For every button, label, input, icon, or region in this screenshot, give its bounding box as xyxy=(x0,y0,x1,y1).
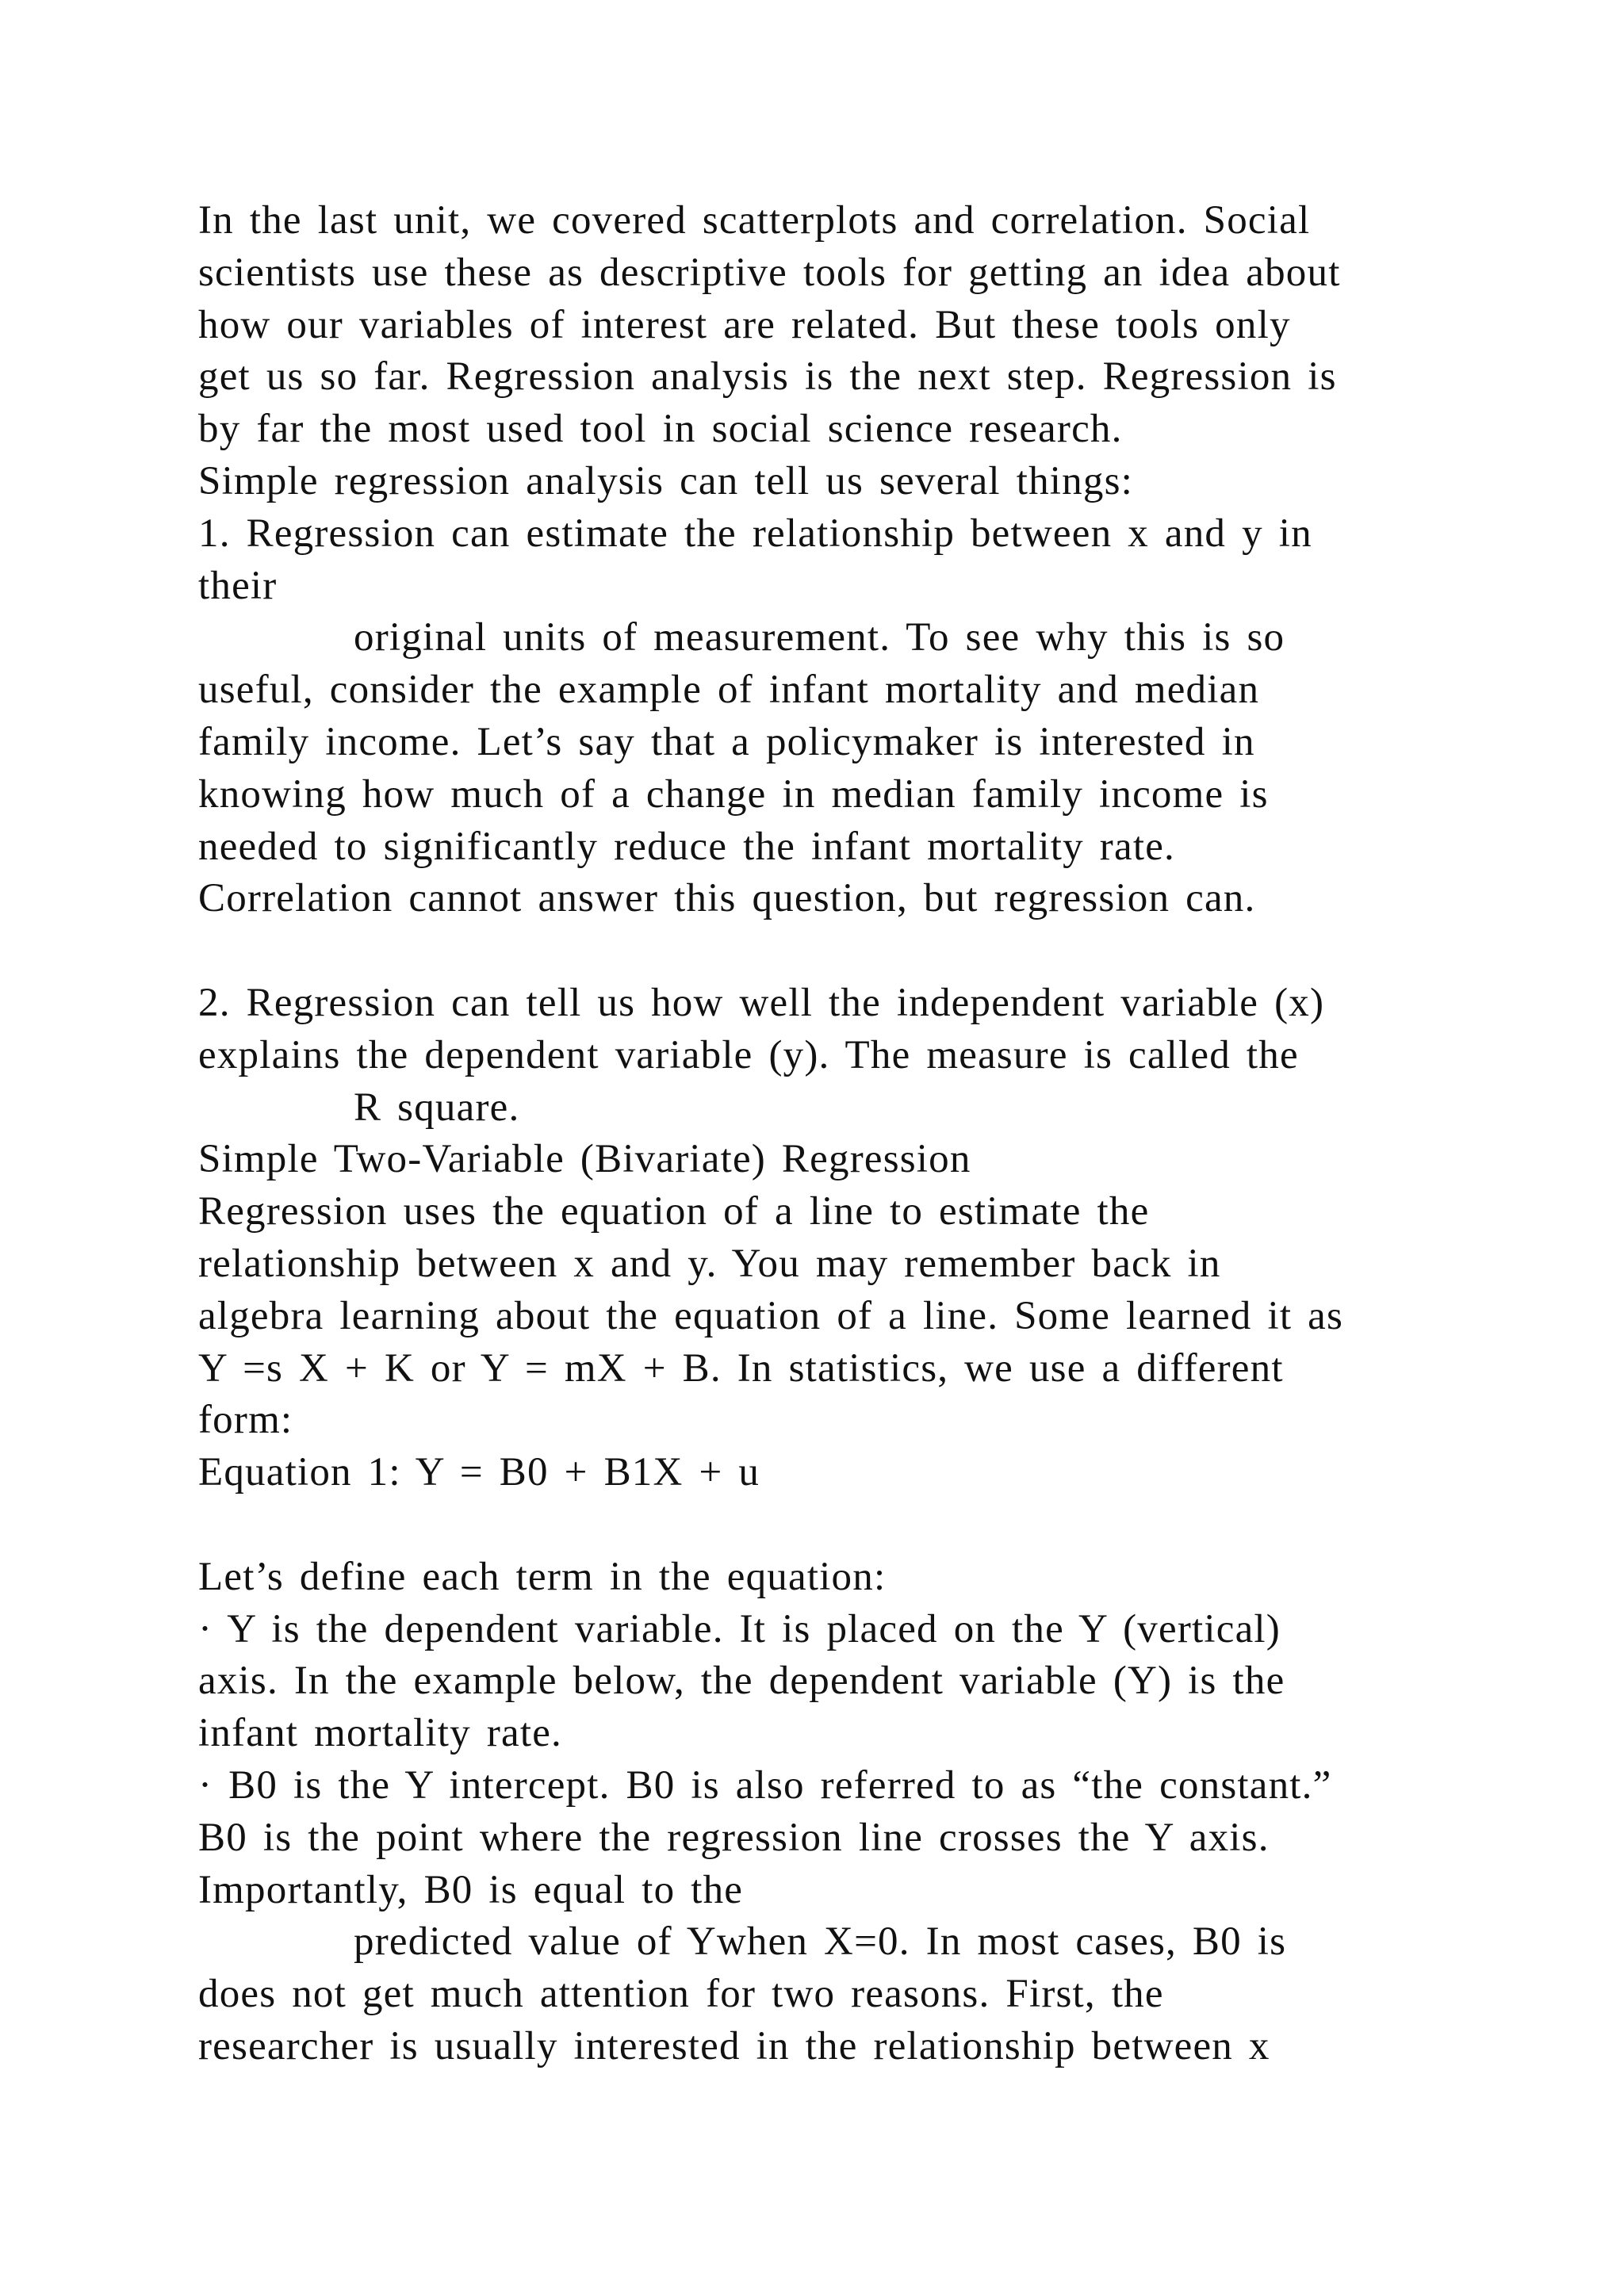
text-line: Regression uses the equation of a line to estimate the xyxy=(198,1189,1150,1234)
text-line: Importantly, B0 is equal to the xyxy=(198,1867,744,1912)
text-line: Y =s X + K or Y = mX + B. In statistics, we use a different xyxy=(198,1345,1284,1391)
text-line: 1. Regression can estimate the relationship between x and y in xyxy=(198,511,1312,556)
text-line: Simple Two-Variable (Bivariate) Regression xyxy=(198,1137,971,1182)
text-line: explains the dependent variable (y). The measure is called the xyxy=(198,1032,1299,1077)
text-line: how our variables of interest are related. But these tools only xyxy=(198,302,1291,347)
text-line: useful, consider the example of infant mortality and median xyxy=(198,668,1260,713)
text-line: In the last unit, we covered scatterplots and correlation. Social xyxy=(198,198,1311,243)
blank-line xyxy=(198,925,1562,978)
text-line: Equation 1: Y = B0 + B1X + u xyxy=(198,1450,760,1495)
text-line: B0 is the point where the regression line crosses the Y axis. xyxy=(198,1815,1270,1860)
text-line: by far the most used tool in social science research. xyxy=(198,407,1123,452)
text-line: knowing how much of a change in median family income is xyxy=(198,771,1269,817)
text-line: predicted value of Ywhen X=0. In most cases, B0 is xyxy=(354,1919,1287,1965)
text-line: Simple regression analysis can tell us several things: xyxy=(198,458,1133,503)
text-line: · B0 is the Y intercept. B0 is also referred to as “the constant.” xyxy=(198,1762,1332,1808)
text-line: form: xyxy=(198,1398,293,1443)
text-line: their xyxy=(198,563,278,608)
text-line: relationship between x and y. You may remember back in xyxy=(198,1241,1221,1286)
text-line: researcher is usually interested in the relationship between x xyxy=(198,2023,1270,2068)
text-line: 2. Regression can tell us how well the independent variable (x) xyxy=(198,980,1325,1025)
text-line: original units of measurement. To see why this is so xyxy=(354,615,1285,660)
document-body xyxy=(198,195,1562,2073)
text-line: Correlation cannot answer this question, but regression can. xyxy=(198,876,1256,921)
text-line: does not get much attention for two reasons. First, the xyxy=(198,1972,1164,2017)
text-line: infant mortality rate. xyxy=(198,1711,563,1756)
text-line: get us so far. Regression analysis is the next step. Regression is xyxy=(198,354,1337,400)
text-line: algebra learning about the equation of a line. Some learned it as xyxy=(198,1293,1344,1338)
text-line: family income. Let’s say that a policymaker is interested in xyxy=(198,719,1255,764)
text-line: scientists use these as descriptive tools for getting an idea about xyxy=(198,250,1341,295)
text-line: axis. In the example below, the dependent variable (Y) is the xyxy=(198,1659,1285,1704)
text-line: needed to significantly reduce the infant mortality rate. xyxy=(198,824,1175,869)
text-line: · Y is the dependent variable. It is placed on the Y (vertical) xyxy=(198,1606,1281,1651)
blank-line xyxy=(198,1499,1562,1552)
text-line: R square. xyxy=(354,1085,520,1130)
text-line: Let’s define each term in the equation: xyxy=(198,1554,887,1599)
